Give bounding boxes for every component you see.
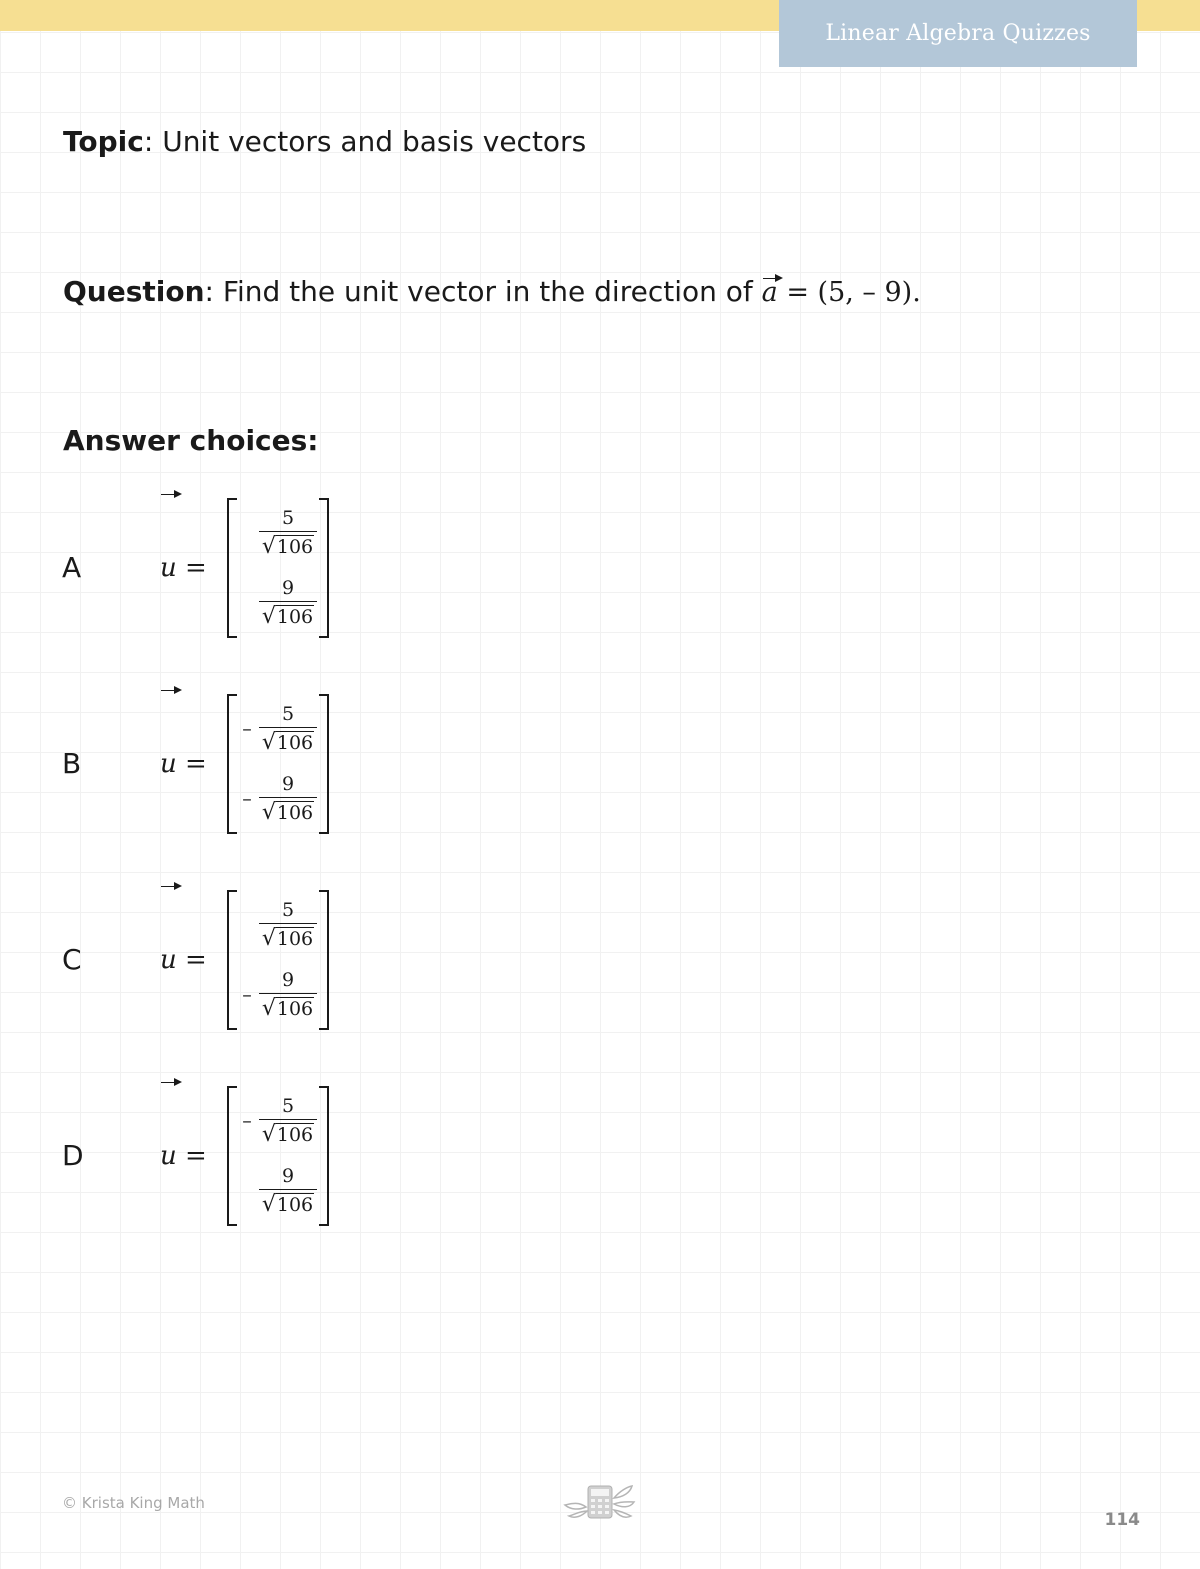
column-vector (227, 1086, 329, 1226)
vector-entry (239, 899, 317, 951)
choice-letter: A (62, 551, 82, 584)
sqrt-icon: √ (261, 604, 276, 629)
numerator: 5 (259, 703, 317, 728)
denominator (262, 798, 314, 825)
vector-u-symbol: u (160, 1081, 177, 1231)
question-math (762, 277, 921, 308)
vector-u-symbol: u (160, 689, 177, 839)
radicand: 106 (276, 1194, 314, 1216)
radicand: 106 (276, 998, 314, 1020)
radicand: 106 (276, 928, 314, 950)
vector-entry (239, 577, 317, 629)
vector-a-value: = (5, – 9). (777, 277, 921, 308)
fraction (259, 1165, 317, 1217)
footer-copyright: © Krista King Math (62, 1494, 205, 1512)
choice-letter: D (62, 1139, 84, 1172)
denominator (262, 924, 314, 951)
topic-line (63, 125, 586, 158)
denominator (262, 994, 314, 1021)
radicand: 106 (276, 606, 314, 628)
sqrt-icon: √ (261, 1122, 276, 1147)
vector-a-symbol: a (761, 277, 778, 308)
calculator-laurel-icon (562, 1480, 638, 1526)
choice-lhs (160, 1081, 207, 1231)
answer-choices-heading: Answer choices: (63, 424, 319, 457)
vector-entry (239, 969, 317, 1021)
question-label: Question (63, 275, 205, 308)
sqrt-icon: √ (261, 800, 276, 825)
answer-choice-c[interactable] (0, 885, 1200, 1035)
radicand: 106 (276, 536, 314, 558)
vector-entry (239, 773, 317, 825)
topic-label: Topic (63, 125, 144, 158)
vector-u-symbol: u (160, 885, 177, 1035)
numerator: 9 (259, 773, 317, 798)
entry-sign: – (242, 1110, 252, 1132)
column-vector (227, 498, 329, 638)
denominator (262, 1190, 314, 1217)
vector-u-symbol: u (160, 493, 177, 643)
equals-sign: = (176, 553, 207, 583)
topic-text: : Unit vectors and basis vectors (143, 125, 587, 158)
page-number: 114 (1104, 1510, 1140, 1530)
choice-lhs (160, 689, 207, 839)
answer-choice-a[interactable] (0, 493, 1200, 643)
radicand: 106 (276, 732, 314, 754)
vector-entry (239, 703, 317, 755)
sqrt-icon: √ (261, 1192, 276, 1217)
fraction (259, 899, 317, 951)
vector-entry (239, 507, 317, 559)
question-line (63, 275, 921, 308)
equals-sign: = (176, 1141, 207, 1171)
vector-entry (239, 1095, 317, 1147)
choice-letter: C (62, 943, 82, 976)
column-vector (227, 694, 329, 834)
vector-entry (239, 1165, 317, 1217)
equals-sign: = (176, 749, 207, 779)
fraction (259, 507, 317, 559)
sqrt-icon: √ (261, 730, 276, 755)
fraction (259, 703, 317, 755)
answer-choice-d[interactable] (0, 1081, 1200, 1231)
radicand: 106 (276, 1124, 314, 1146)
fraction (259, 1095, 317, 1147)
numerator: 9 (259, 577, 317, 602)
choice-lhs (160, 885, 207, 1035)
entry-sign: – (242, 718, 252, 740)
numerator: 9 (259, 1165, 317, 1190)
numerator: 5 (259, 1095, 317, 1120)
column-vector (227, 890, 329, 1030)
fraction (259, 577, 317, 629)
answer-choice-b[interactable] (0, 689, 1200, 839)
sqrt-icon: √ (261, 926, 276, 951)
equals-sign: = (176, 945, 207, 975)
header-title: Linear Algebra Quizzes (779, 0, 1137, 67)
radicand: 106 (276, 802, 314, 824)
numerator: 5 (259, 507, 317, 532)
fraction (259, 773, 317, 825)
sqrt-icon: √ (261, 996, 276, 1021)
denominator (262, 728, 314, 755)
denominator (262, 602, 314, 629)
entry-sign: – (242, 984, 252, 1006)
denominator (262, 1120, 314, 1147)
denominator (262, 532, 314, 559)
question-text: : Find the unit vector in the direction of (204, 275, 762, 308)
entry-sign: – (242, 788, 252, 810)
numerator: 9 (259, 969, 317, 994)
choice-lhs (160, 493, 207, 643)
numerator: 5 (259, 899, 317, 924)
fraction (259, 969, 317, 1021)
sqrt-icon: √ (261, 534, 276, 559)
choice-letter: B (62, 747, 82, 780)
